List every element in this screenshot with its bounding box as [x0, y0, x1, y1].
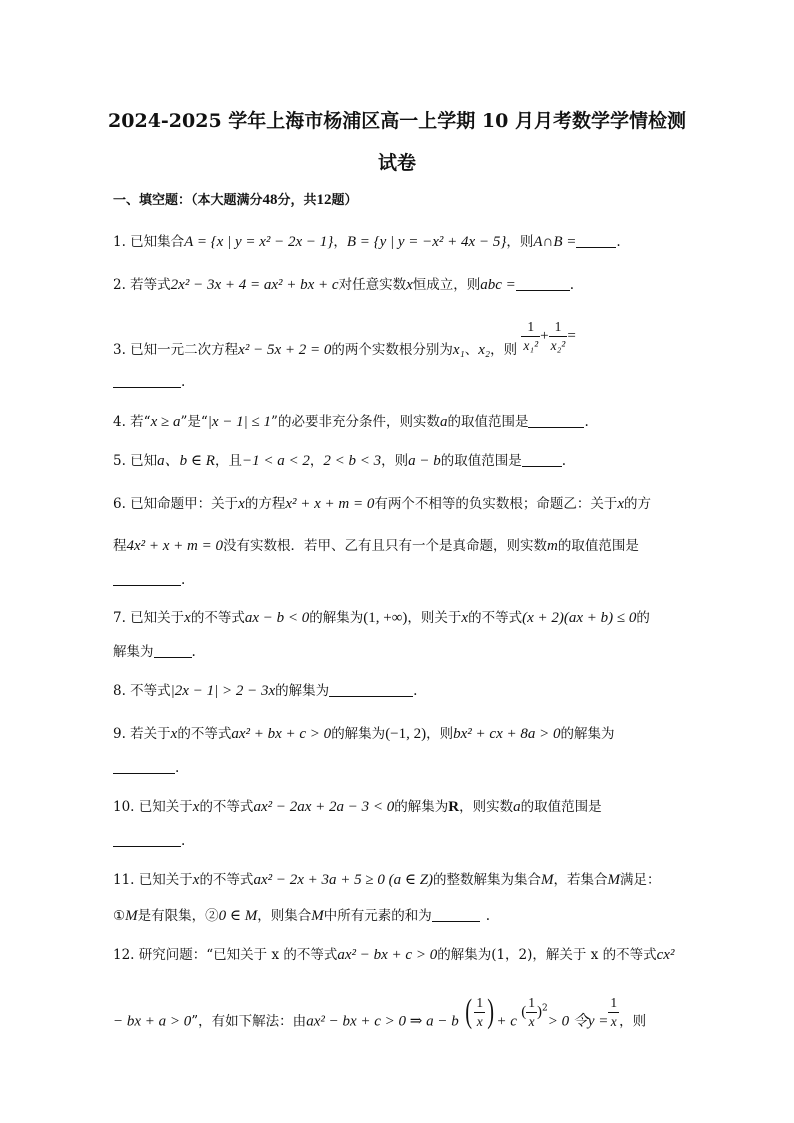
question-11: 11. 已知关于x的不等式ax² − 2x + 3a + 5 ≥ 0 (a ∈ Z)的整数解集为集合M，若集合M满足：	[113, 872, 661, 888]
question-9: 9. 若关于x的不等式ax² + bx + c > 0的解集为(−1, 2)，则bx² + cx + 8a > 0的解集为	[113, 726, 615, 742]
question-10-cont: .	[113, 831, 704, 851]
question-8: 8. 不等式|2x − 1| > 2 − 3x的解集为 .	[113, 683, 418, 699]
document-title-line2: 试卷	[377, 152, 416, 174]
fraction: $\frac{1}{\text{x₂²}}$	[550, 319, 566, 353]
answer-blank[interactable]	[576, 233, 616, 248]
answer-blank[interactable]	[516, 276, 570, 291]
section-heading: 一、填空题：（本大题满分48分，共12题）	[113, 192, 358, 208]
question-7: 7. 已知关于x的不等式ax − b < 0的解集为(1, +∞)，则关于x的不等式(x + 2)(ax + b) ≤ 0的	[113, 610, 650, 626]
squared-fraction: ( $\frac{1}{x}$ )$^2$	[521, 994, 548, 1029]
paren-fraction: ( $\frac{1}{x}$ )	[465, 993, 495, 1030]
fraction: $\frac{1}{x}$	[476, 994, 484, 1029]
answer-blank[interactable]	[528, 413, 584, 428]
condition-1-marker: ①	[113, 908, 126, 924]
answer-blank[interactable]	[154, 643, 192, 658]
question-2: 2. 若等式2x² − 3x + 4 = ax² + bx + c对任意实数x恒成立，则abc = .	[113, 277, 575, 293]
answer-blank[interactable]	[113, 373, 181, 388]
question-4: 4. 若“x ≥ a”是“|x − 1| ≤ 1”的必要非充分条件，则实数a的取值范围是 .	[113, 414, 589, 430]
fraction: $\frac{1}{x}$	[610, 994, 618, 1029]
answer-blank[interactable]	[113, 571, 181, 586]
answer-blank[interactable]	[329, 682, 413, 697]
condition-2-marker: ②	[205, 908, 219, 924]
fraction: $\frac{1}{x}$	[528, 994, 535, 1029]
fraction: $\frac{1}{\text{x₁²}}$	[523, 319, 539, 353]
document-title-line1: 2024-2025 学年上海市杨浦区高一上学期 10 月月考数学学情检测	[108, 110, 686, 132]
question-6-cont2: .	[113, 570, 704, 590]
question-6: 6. 已知命题甲：关于x的方程x² + x + m = 0有两个不相等的负实数根；命题乙：关于x的方	[113, 496, 652, 512]
answer-blank[interactable]	[432, 907, 480, 922]
question-10: 10. 已知关于x的不等式ax² − 2ax + 2a − 3 < 0的解集为R，则实数a的取值范围是	[113, 799, 602, 815]
question-5: 5. 已知a、b ∈ R，且−1 < a < 2，2 < b < 3，则a − b的取值范围是 .	[113, 453, 566, 469]
question-11-cont: ①M是有限集，②0 ∈ M，则集合M中所有元素的和为 .	[113, 908, 491, 924]
question-6-cont: 程4x² + x + m = 0没有实数根．若甲、乙有且只有一个是真命题，则实数m的取值范围是	[113, 538, 639, 554]
question-1: 1. 已知集合A = {x | y = x² − 2x − 1}，B = {y | y = −x² + 4x − 5}，则A∩B = .	[113, 234, 621, 250]
answer-blank[interactable]	[522, 452, 562, 467]
question-7-cont: 解集为 .	[113, 644, 196, 660]
question-3: 3. 已知一元二次方程x² − 5x + 2 = 0的两个实数根分别为x₁、x₂，则 $\frac{1}{\text{x₁²}}$ + $\frac{1}{\text{x₂²}}$ =	[113, 319, 576, 358]
question-12: 12. 研究问题：“已知关于 x 的不等式ax² − bx + c > 0的解集为(1，2)，解关于 x 的不等式cx²	[113, 947, 675, 963]
question-9-cont: .	[113, 758, 704, 778]
question-12-cont: − bx + a > 0”，有如下解法：由ax² − bx + c > 0 ⇒ a − b ( $\frac{1}{x}$ ) + c ( $\frac{1}{x}$ )$^2$> 0 令y = $\frac{1}{x}$ ，则	[113, 993, 647, 1030]
answer-blank[interactable]	[113, 759, 175, 774]
question-3-cont: .	[113, 372, 704, 392]
answer-blank[interactable]	[113, 832, 181, 847]
